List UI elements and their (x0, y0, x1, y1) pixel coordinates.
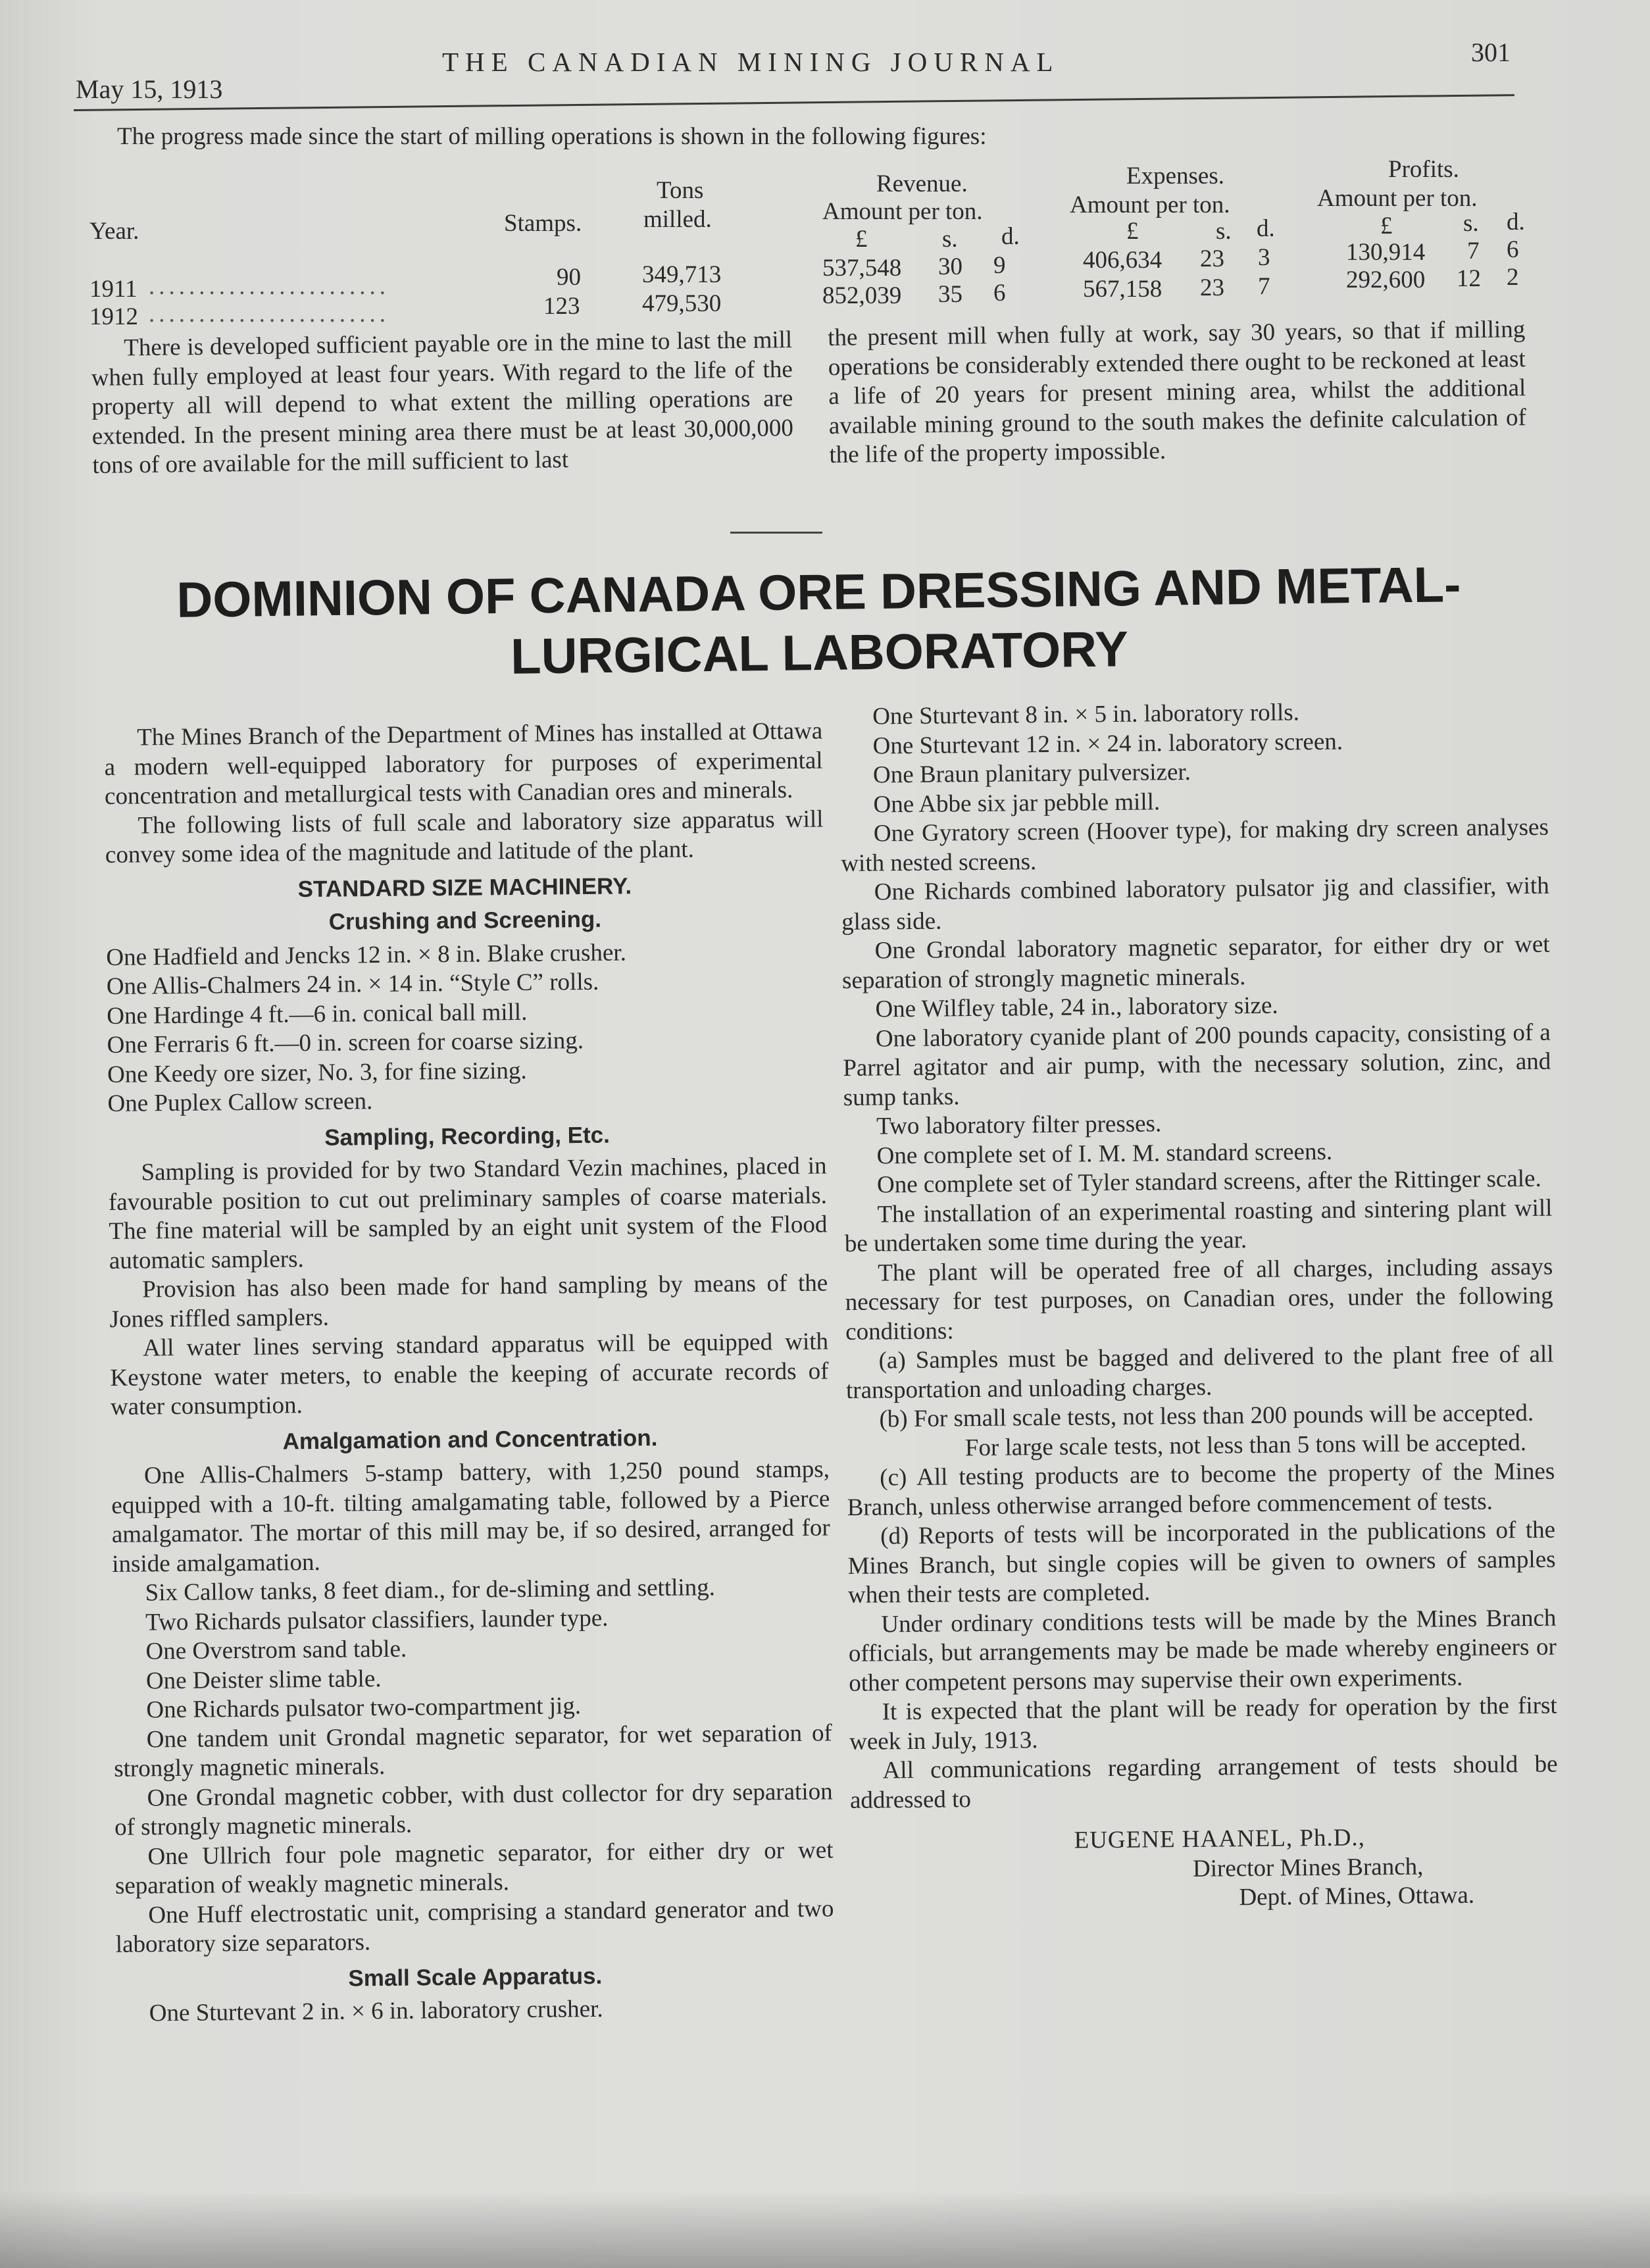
amalg-item: Two Richards pulsator classifiers, launder type. (145, 1604, 609, 1636)
amalg-item: One Overstrom sand table. (145, 1635, 407, 1665)
th-rev-l: £ (855, 226, 868, 253)
header-date: May 15, 1913 (76, 74, 223, 104)
sampling-paragraph: Sampling is provided for by two Standard Vezin machines, placed in favourable position to cut out preliminary samples of coarse materials. The fine material will be sampled by an eight unit system of the Flood automatic samplers. (108, 1152, 828, 1274)
headline-line-2: LURGICAL LABORATORY (510, 621, 1129, 685)
page-number: 301 (1471, 38, 1511, 67)
row-1911-rev-s: 30 (938, 253, 963, 280)
row-1912-year: 1912 (89, 303, 138, 330)
header-rule (74, 94, 1514, 111)
amalg-paragraph: Six Callow tanks, 8 feet diam., for de-sliming and settling. (145, 1574, 716, 1607)
communications-paragraph: All communications regarding arrangement of tests should be addressed to (849, 1750, 1558, 1814)
row-1912-prof-s: 12 (1457, 265, 1481, 292)
top-left-paragraph: There is developed sufficient payable ore in the mine to last the mill when fully employed at least four years. With regard to the life of the property all will depend to what extent the milling operations are extended. In the present mining area there must be at least 30,000,000 tons of ore available for the mill sufficient to last (91, 326, 794, 479)
row-1912-rev-d: 6 (993, 280, 1006, 307)
top-left-column (91, 326, 794, 481)
sampling-paragraph: Provision has also been made for hand sampling by means of the Jones riffled samplers. (109, 1269, 828, 1333)
th-milled: milled. (643, 206, 712, 233)
crushing-item: One Keedy ore sizer, No. 3, for fine sizing. (107, 1057, 527, 1088)
intro-text: The progress made since the start of milling operations is shown in the following figures: (117, 123, 987, 150)
row-1912-exp-d: 7 (1258, 273, 1270, 300)
expected-paragraph: It is expected that the plant will be ready for operation by the first week in July, 1913. (849, 1692, 1557, 1755)
page-edge-shadow (0, 2191, 1650, 2268)
amalg-paragraph: One tandem unit Grondal magnetic separator, for wet separation of strongly magnetic minerals. (114, 1719, 832, 1782)
amalg-item: One Deister slime table. (145, 1665, 382, 1694)
row-1911-prof-d: 6 (1507, 236, 1519, 263)
condition-a: (a) Samples must be bagged and delivered to the plant free of all transportation and unloading charges. (845, 1340, 1554, 1404)
conditions-paragraph: The plant will be operated free of all charges, including assays necessary for test purposes, on Canadian ores, under the following conditions: (845, 1253, 1553, 1346)
wilfley-paragraph: One Wilfley table, 24 in., laboratory size. (875, 992, 1278, 1023)
signature-dept: Dept. of Mines, Ottawa. (1239, 1881, 1475, 1911)
small-scale-item: One Sturtevant 2 in. × 6 in. laboratory crusher. (149, 1995, 603, 2027)
row-1912-prof-d: 2 (1507, 264, 1519, 291)
row-1911-rev-d: 9 (993, 252, 1006, 279)
journal-title: THE CANADIAN MINING JOURNAL (442, 47, 1060, 77)
row-1912-rev-s: 35 (938, 281, 963, 308)
signature-name: EUGENE HAANEL, Ph.D., (1074, 1824, 1366, 1854)
ordinary-paragraph: Under ordinary conditions tests will be made by the Mines Branch officials, but arrangements may be made be made whereby engineers or other competent persons may supervise their own experiments. (848, 1604, 1557, 1697)
th-rev-d: d. (1001, 223, 1020, 250)
row-1912-tons: 479,530 (642, 290, 722, 317)
row-1911-rev-l: 537,548 (822, 255, 902, 282)
row-1911-exp-l: 406,634 (1083, 247, 1162, 274)
gyratory-paragraph: One Gyratory screen (Hoover type), for making dry screen analyses with nested screens. (841, 813, 1549, 877)
amalg-paragraph: One Grondal magnetic cobber, with dust collector for dry separation of strongly magnetic minerals. (114, 1777, 833, 1841)
crushing-item: One Allis-Chalmers 24 in. × 14 in. “Style C” rolls. (106, 968, 599, 1000)
intro-paragraph-2: The following lists of full scale and laboratory size apparatus will convey some idea of the magnitude and latitude of the plant. (105, 805, 824, 869)
top-right-paragraph: the present mill when fully at work, say 30 years, so that if milling operations be considerably extended there ought to be reckoned at least a life of 20 years for present mining area, whilst the additional available mining ground to the south makes the definite calculation of the life of the property impossible. (828, 316, 1527, 468)
imm-paragraph: One complete set of I. M. M. standard screens. (876, 1138, 1333, 1169)
th-prof-s: s. (1463, 210, 1479, 237)
crushing-item: One Hadfield and Jencks 12 in. × 8 in. Blake crusher. (106, 938, 627, 971)
th-prof-l: £ (1380, 213, 1393, 239)
cyanide-paragraph: One laboratory cyanide plant of 200 pounds capacity, consisting of a Parrel agitator and air pump, with the necessary solution, zinc, and sump tanks. (843, 1019, 1551, 1111)
th-exp-amount: Amount per ton. (1070, 191, 1230, 218)
apparatus-item: One Sturtevant 12 in. × 24 in. laboratory screen. (872, 728, 1343, 760)
heading-sampling: Sampling, Recording, Etc. (324, 1122, 611, 1151)
th-prof-d: d. (1507, 209, 1525, 236)
row-1911-stamps: 90 (557, 264, 581, 291)
row-1911-exp-s: 23 (1200, 245, 1224, 272)
condition-b: (b) For small scale tests, not less than 200 pounds will be accepted. (879, 1399, 1534, 1433)
condition-c: (c) All testing products are to become the property of the Mines Branch, unless otherwise arranged before commencement of tests. (847, 1457, 1555, 1521)
crushing-item: One Ferraris 6 ft.—0 in. screen for coarse sizing. (107, 1027, 584, 1059)
row-1911-leaders: ........................ (149, 273, 389, 300)
th-rev-amount: Amount per ton. (822, 198, 983, 225)
th-rev-s: s. (942, 226, 958, 253)
amalg-item: One Richards pulsator two-compartment jig. (146, 1692, 582, 1724)
heading-amalgamation: Amalgamation and Concentration. (282, 1424, 658, 1454)
headline-line-1: DOMINION OF CANADA ORE DRESSING AND METAL- (176, 557, 1461, 628)
row-1912-rev-l: 852,039 (822, 282, 902, 309)
th-exp-d: d. (1257, 215, 1275, 242)
article-headline (91, 554, 1547, 693)
roasting-paragraph: The installation of an experimental roasting and sintering plant will be undertaken some time during the year. (844, 1194, 1553, 1257)
th-exp-s: s. (1216, 218, 1232, 245)
amalg-paragraph: One Huff electrostatic unit, comprising a standard generator and two laboratory size separators. (115, 1894, 834, 1958)
apparatus-item: One Sturtevant 8 in. × 5 in. laboratory rolls. (872, 699, 1300, 730)
grondal-paragraph: One Grondal laboratory magnetic separator, for either dry or wet separation of strongly magnetic minerals. (841, 930, 1550, 994)
crushing-item: One Hardinge 4 ft.—6 in. conical ball mill. (107, 998, 528, 1030)
row-1911-exp-d: 3 (1258, 244, 1270, 271)
section-divider (730, 532, 822, 534)
article-left-column (104, 717, 835, 2029)
th-prof-amount: Amount per ton. (1317, 185, 1478, 212)
sampling-paragraph: All water lines serving standard apparatus will be equipped with Keystone water meters, to enable the keeping of accurate records of water consumption. (110, 1328, 829, 1421)
row-1912-stamps: 123 (543, 293, 580, 320)
condition-b-large: For large scale tests, not less than 5 tons will be accepted. (964, 1428, 1527, 1461)
condition-d: (d) Reports of tests will be incorporated in the publications of the Mines Branch, but single copies will be given to owners of samples when their tests are completed. (847, 1516, 1556, 1609)
heading-crushing: Crushing and Screening. (328, 906, 602, 935)
top-right-column (828, 315, 1527, 470)
row-1911-prof-s: 7 (1467, 238, 1480, 265)
row-1911-prof-l: 130,914 (1346, 239, 1426, 266)
intro-paragraph-1: The Mines Branch of the Department of Mines has installed at Ottawa a modern well-equipped laboratory for purposes of experimental concentration and metallurgical tests with Canadian ores and minerals. (104, 717, 823, 810)
th-profits: Profits. (1388, 156, 1459, 183)
article-right-column (839, 696, 1559, 1917)
th-exp-l: £ (1126, 218, 1139, 245)
amalg-paragraph: One Ullrich four pole magnetic separator, for either dry or wet separation of weakly magnetic minerals. (114, 1836, 834, 1900)
heading-standard-machinery: STANDARD SIZE MACHINERY. (297, 872, 632, 902)
tyler-paragraph: One complete set of Tyler standard screens, after the Rittinger scale. (876, 1165, 1541, 1199)
row-1911-year: 1911 (89, 276, 138, 303)
filter-paragraph: Two laboratory filter presses. (876, 1110, 1162, 1140)
richards-paragraph: One Richards combined laboratory pulsator jig and classifier, with glass side. (841, 872, 1549, 936)
th-stamps: Stamps. (504, 210, 582, 237)
th-year: Year. (89, 218, 139, 245)
apparatus-item: One Abbe six jar pebble mill. (873, 788, 1161, 819)
th-revenue: Revenue. (876, 170, 968, 197)
row-1912-prof-l: 292,600 (1346, 266, 1426, 293)
amalg-paragraph: One Allis-Chalmers 5-stamp battery, with 1,250 pound stamps, equipped with a 10-ft. tilting amalgamating table, followed by a Pierce amalgamator. The mortar of this mill may be, if so desired, arranged for inside amalgamation. (111, 1455, 830, 1578)
row-1912-exp-l: 567,158 (1083, 276, 1162, 303)
crushing-item: One Puplex Callow screen. (107, 1088, 373, 1117)
apparatus-item: One Braun planitary pulversizer. (872, 758, 1191, 789)
th-expenses: Expenses. (1126, 163, 1224, 189)
th-tons: Tons (657, 177, 704, 204)
signature-title: Director Mines Branch, (1192, 1853, 1424, 1882)
heading-small-scale: Small Scale Apparatus. (348, 1963, 603, 1992)
row-1911-tons: 349,713 (642, 261, 722, 288)
row-1912-exp-s: 23 (1200, 274, 1224, 301)
row-1912-leaders: ........................ (149, 301, 389, 328)
